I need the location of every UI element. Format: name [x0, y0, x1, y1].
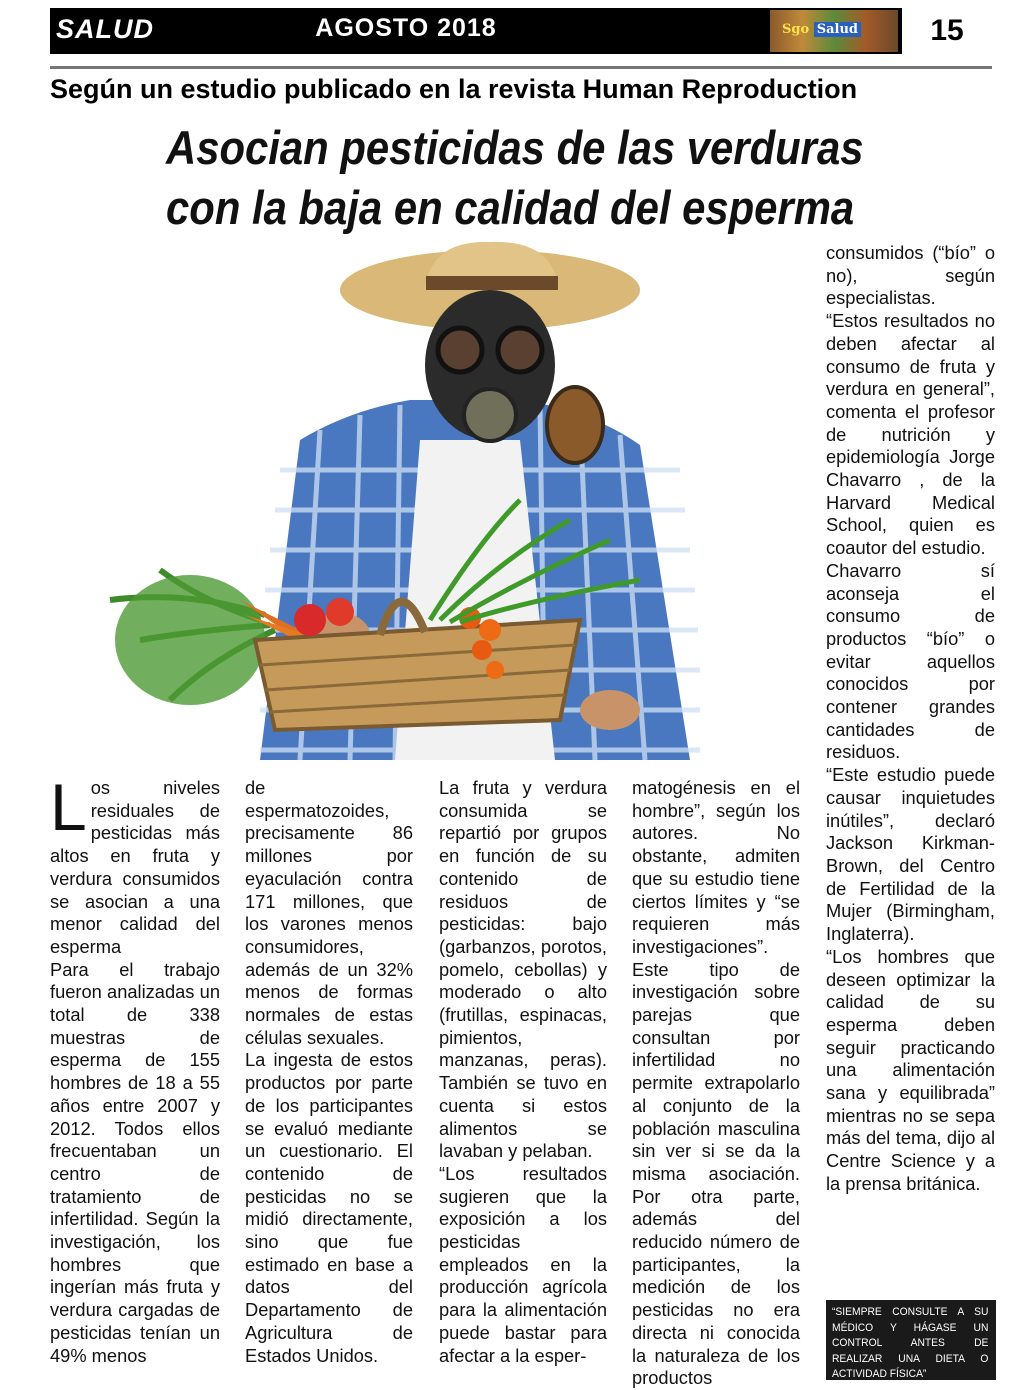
paragraph: consumidos (“bío” o no), según especialistas. — [826, 242, 995, 309]
section-label: SALUD — [56, 14, 154, 44]
publication-logo — [770, 10, 898, 52]
paragraph: de espermatozoides, precisamente 86 millones por eyaculación contra 171 millones, que los varones menos consumidores, además de un 32% menos de formas normales de estas células sexuales. — [245, 777, 413, 1048]
article-column-4 — [632, 777, 800, 1390]
article-kicker: Según un estudio publicado en la revista Human Reproduction — [50, 74, 858, 104]
drop-cap: L — [50, 770, 87, 844]
header-bar — [50, 8, 992, 54]
headline-line-2: con la baja en calidad del esperma — [166, 181, 855, 234]
paragraph: La ingesta de estos productos por parte de los participantes se evaluó mediante un cuestionario. El contenido de pesticidas no se midió directamente, sino que fue estimado en base a datos del Departamento de Agricultura de Estados Unidos. — [245, 1049, 413, 1366]
paragraph: matogénesis en el hombre”, según los autores. No obstante, admiten que su estudio tiene ciertos límites y “se requieren más investigaciones”. — [632, 777, 800, 957]
header-rule — [50, 66, 992, 69]
paragraph: Chavarro sí aconseja el consumo de productos “bío” o evitar aquellos conocidos por contener grandes cantidades de residuos. — [826, 559, 995, 763]
health-notice-box — [826, 1300, 996, 1380]
paragraph: “Los resultados sugieren que la exposición a los pesticidas empleados en la producción agrícola para la alimentación puede bastar para afectar a la esper- — [439, 1162, 607, 1366]
article-column-2 — [245, 777, 413, 1367]
page-number-box — [902, 8, 992, 54]
article-column-5 — [826, 242, 995, 1196]
health-notice-text: “SIEMPRE CONSULTE A SU MÉDICO Y HÁGASE UN CONTROL ANTES DE REALIZAR UNA DIETA O ACTIVIDAD FÍSICA” — [832, 1306, 989, 1380]
article-headline — [166, 118, 864, 238]
paragraph: “Estos resultados no deben afectar al consumo de fruta y verdura en general”, comenta el profesor de nutrición y epidemiología Jorge Chavarro , de la Harvard Medical School, quien es coautor del estudio. — [826, 310, 995, 559]
paragraph: os niveles residuales de pesticidas más altos en fruta y verdura consumidos se asocian a una menor calidad del esperma — [50, 777, 220, 957]
paragraph: “Los hombres que deseen optimizar la calidad de su esperma deben seguir practicando una alimentación sana y equilibrada” mientras no se sepa más del tema, dijo al Centre Science y a la prensa británica. — [826, 945, 995, 1194]
paragraph: La fruta y verdura consumida se repartió por grupos en función de su contenido de residuos de pesticidas: bajo (garbanzos, porotos, pomelo, cebollas) y moderado o alto (frutillas, espinacas, pimientos, manzanas, peras). También se tuvo en cuenta si estos alimentos se lavaban y pelaban. — [439, 777, 607, 1162]
article-photo — [50, 240, 818, 760]
paragraph: “Este estudio puede causar inquietudes inútiles”, declaró Jackson Kirkman-Brown, del Centro de Fertilidad de la Mujer (Birmingham, Inglaterra). — [826, 764, 995, 945]
headline-line-1: Asocian pesticidas de las verduras — [166, 121, 864, 174]
issue-date: AGOSTO 2018 — [315, 14, 497, 42]
article-column-3 — [439, 777, 607, 1367]
farmer-gas-mask-illustration — [50, 240, 818, 760]
paragraph: Para el trabajo fueron analizadas un total de 338 muestras de esperma de 155 hombres de 18 a 55 años entre 2007 y 2012. Todos ellos frecuentaban un centro de tratamiento de infertilidad. Según la investigación, los hombres que ingerían más fruta y verdura cargadas de pesticidas tenían un 49% menos — [50, 958, 220, 1366]
logo-text: Sgo Salud — [782, 22, 861, 37]
paragraph: Este tipo de investigación sobre parejas que consultan por infertilidad no permite extrapolarlo al conjunto de la población masculina sin ver si se da la misma asociación. Por otra parte, además del reducido número de participantes, la medición de los pesticidas no era directa ni conocida la naturaleza de los productos — [632, 958, 800, 1389]
article-column-1 — [50, 770, 220, 1367]
page-number: 15 — [930, 14, 964, 47]
